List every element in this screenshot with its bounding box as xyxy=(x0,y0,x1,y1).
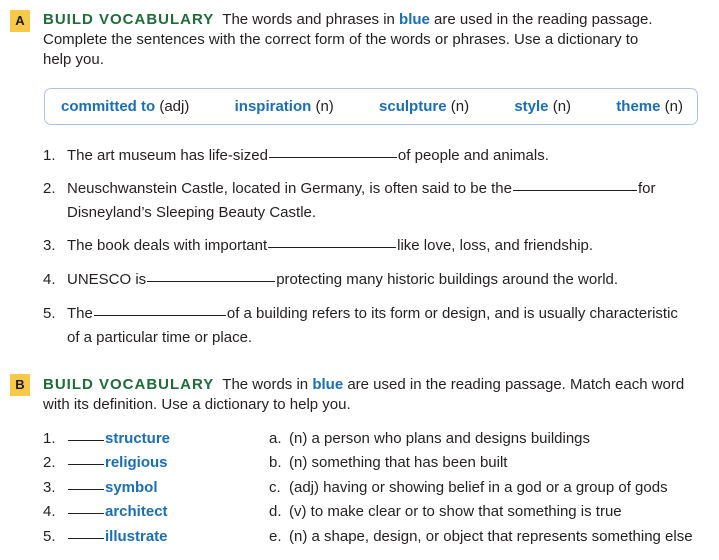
definition-letter: d. xyxy=(269,503,282,520)
word-box-pos: (n) xyxy=(664,98,683,115)
word-box-pos: (n) xyxy=(315,98,334,115)
match-number: 2. xyxy=(43,454,56,471)
instr-a-line3: help you. xyxy=(43,51,104,68)
word-box-pos: (n) xyxy=(450,98,470,115)
definition-text: (adj) having or showing belief in a god or a group of gods xyxy=(289,479,668,496)
definition-letter: e. xyxy=(269,528,282,545)
section-a-title: BUILD VOCABULARY xyxy=(43,11,215,28)
instr-a-pre: The words and phrases in xyxy=(222,11,400,28)
instr-a-line2: Complete the sentences with the correct form of the words or phrases. Use a dictionary to xyxy=(43,31,639,48)
question-text-before: The xyxy=(67,305,93,322)
definition-text: (n) a person who plans and designs buildings xyxy=(289,430,591,447)
question-2 xyxy=(43,177,713,225)
question-text-before: The art museum has life-sized xyxy=(67,147,268,164)
word-box-pos: (adj) xyxy=(159,98,190,115)
match-word: symbol xyxy=(105,479,158,496)
definition-item xyxy=(269,427,714,451)
word-box-word: committed to xyxy=(61,98,156,115)
answer-blank[interactable] xyxy=(147,281,275,282)
question-5 xyxy=(43,302,713,350)
section-a-badge: A xyxy=(10,10,30,32)
question-text-cont: Disneyland’s Sleeping Beauty Castle. xyxy=(67,204,317,221)
instr-b-line2: with its definition. Use a dictionary to help you. xyxy=(43,396,351,413)
match-word: architect xyxy=(105,503,168,520)
question-4 xyxy=(43,268,713,292)
word-box-item xyxy=(61,98,189,115)
question-text-after: of a building refers to its form or design, and is usually characteristic xyxy=(226,305,678,322)
definition-text: (v) to make clear or to show that something is true xyxy=(289,503,622,520)
definition-text: (n) a shape, design, or object that represents something else xyxy=(289,528,693,545)
match-number: 4. xyxy=(43,503,56,520)
section-a-instructions xyxy=(43,10,713,70)
question-number: 5. xyxy=(43,305,56,322)
definition-letter: b. xyxy=(269,454,282,471)
question-number: 1. xyxy=(43,147,56,164)
word-box-word: inspiration xyxy=(234,98,312,115)
question-text-cont: of a particular time or place. xyxy=(67,329,253,346)
definition-item xyxy=(269,525,714,549)
instr-b-post: are used in the reading passage. Match each word xyxy=(343,376,685,393)
match-number: 1. xyxy=(43,430,56,447)
match-word: structure xyxy=(105,430,171,447)
question-text-after: protecting many historic buildings around the world. xyxy=(276,271,619,288)
question-text-before: The book deals with important xyxy=(67,237,268,254)
match-word: religious xyxy=(105,454,168,471)
match-word: illustrate xyxy=(105,528,168,545)
section-b-badge: B xyxy=(10,374,30,396)
definition-item xyxy=(269,476,714,500)
word-box-item xyxy=(616,98,683,115)
question-text-after: of people and animals. xyxy=(397,147,549,164)
section-b-instructions xyxy=(43,375,713,415)
question-number: 3. xyxy=(43,237,56,254)
match-blank[interactable] xyxy=(68,538,104,539)
answer-blank[interactable] xyxy=(269,157,397,158)
answer-blank[interactable] xyxy=(268,247,396,248)
word-box-item xyxy=(514,98,571,115)
match-blank[interactable] xyxy=(68,440,104,441)
instr-b-pre: The words in xyxy=(222,376,313,393)
question-text-before: Neuschwanstein Castle, located in Germany, is often said to be the xyxy=(67,180,512,197)
answer-blank[interactable] xyxy=(94,315,226,316)
question-text-after: like love, loss, and friendship. xyxy=(397,237,594,254)
match-blank[interactable] xyxy=(68,489,104,490)
question-1 xyxy=(43,144,713,168)
word-box-word: theme xyxy=(616,98,661,115)
instr-a-post: are used in the reading passage. xyxy=(429,11,653,28)
instr-a-blue: blue xyxy=(399,11,430,28)
question-text-before: UNESCO is xyxy=(67,271,147,288)
question-3 xyxy=(43,234,713,258)
question-number: 2. xyxy=(43,180,56,197)
word-box xyxy=(44,88,698,125)
word-box-item xyxy=(235,98,334,115)
answer-blank[interactable] xyxy=(513,190,637,191)
definition-item xyxy=(269,451,714,475)
match-blank[interactable] xyxy=(68,464,104,465)
definition-text: (n) something that has been built xyxy=(289,454,508,471)
section-b-title: BUILD VOCABULARY xyxy=(43,376,215,393)
word-box-word: sculpture xyxy=(379,98,447,115)
definition-letter: a. xyxy=(269,430,282,447)
word-box-pos: (n) xyxy=(552,98,572,115)
definition-item xyxy=(269,500,714,524)
match-number: 3. xyxy=(43,479,56,496)
word-box-word: style xyxy=(514,98,549,115)
question-number: 4. xyxy=(43,271,56,288)
match-blank[interactable] xyxy=(68,513,104,514)
instr-b-blue: blue xyxy=(312,376,344,393)
question-text-after: for xyxy=(637,180,656,197)
word-box-item xyxy=(379,98,469,115)
match-number: 5. xyxy=(43,528,56,545)
definition-letter: c. xyxy=(269,479,281,496)
